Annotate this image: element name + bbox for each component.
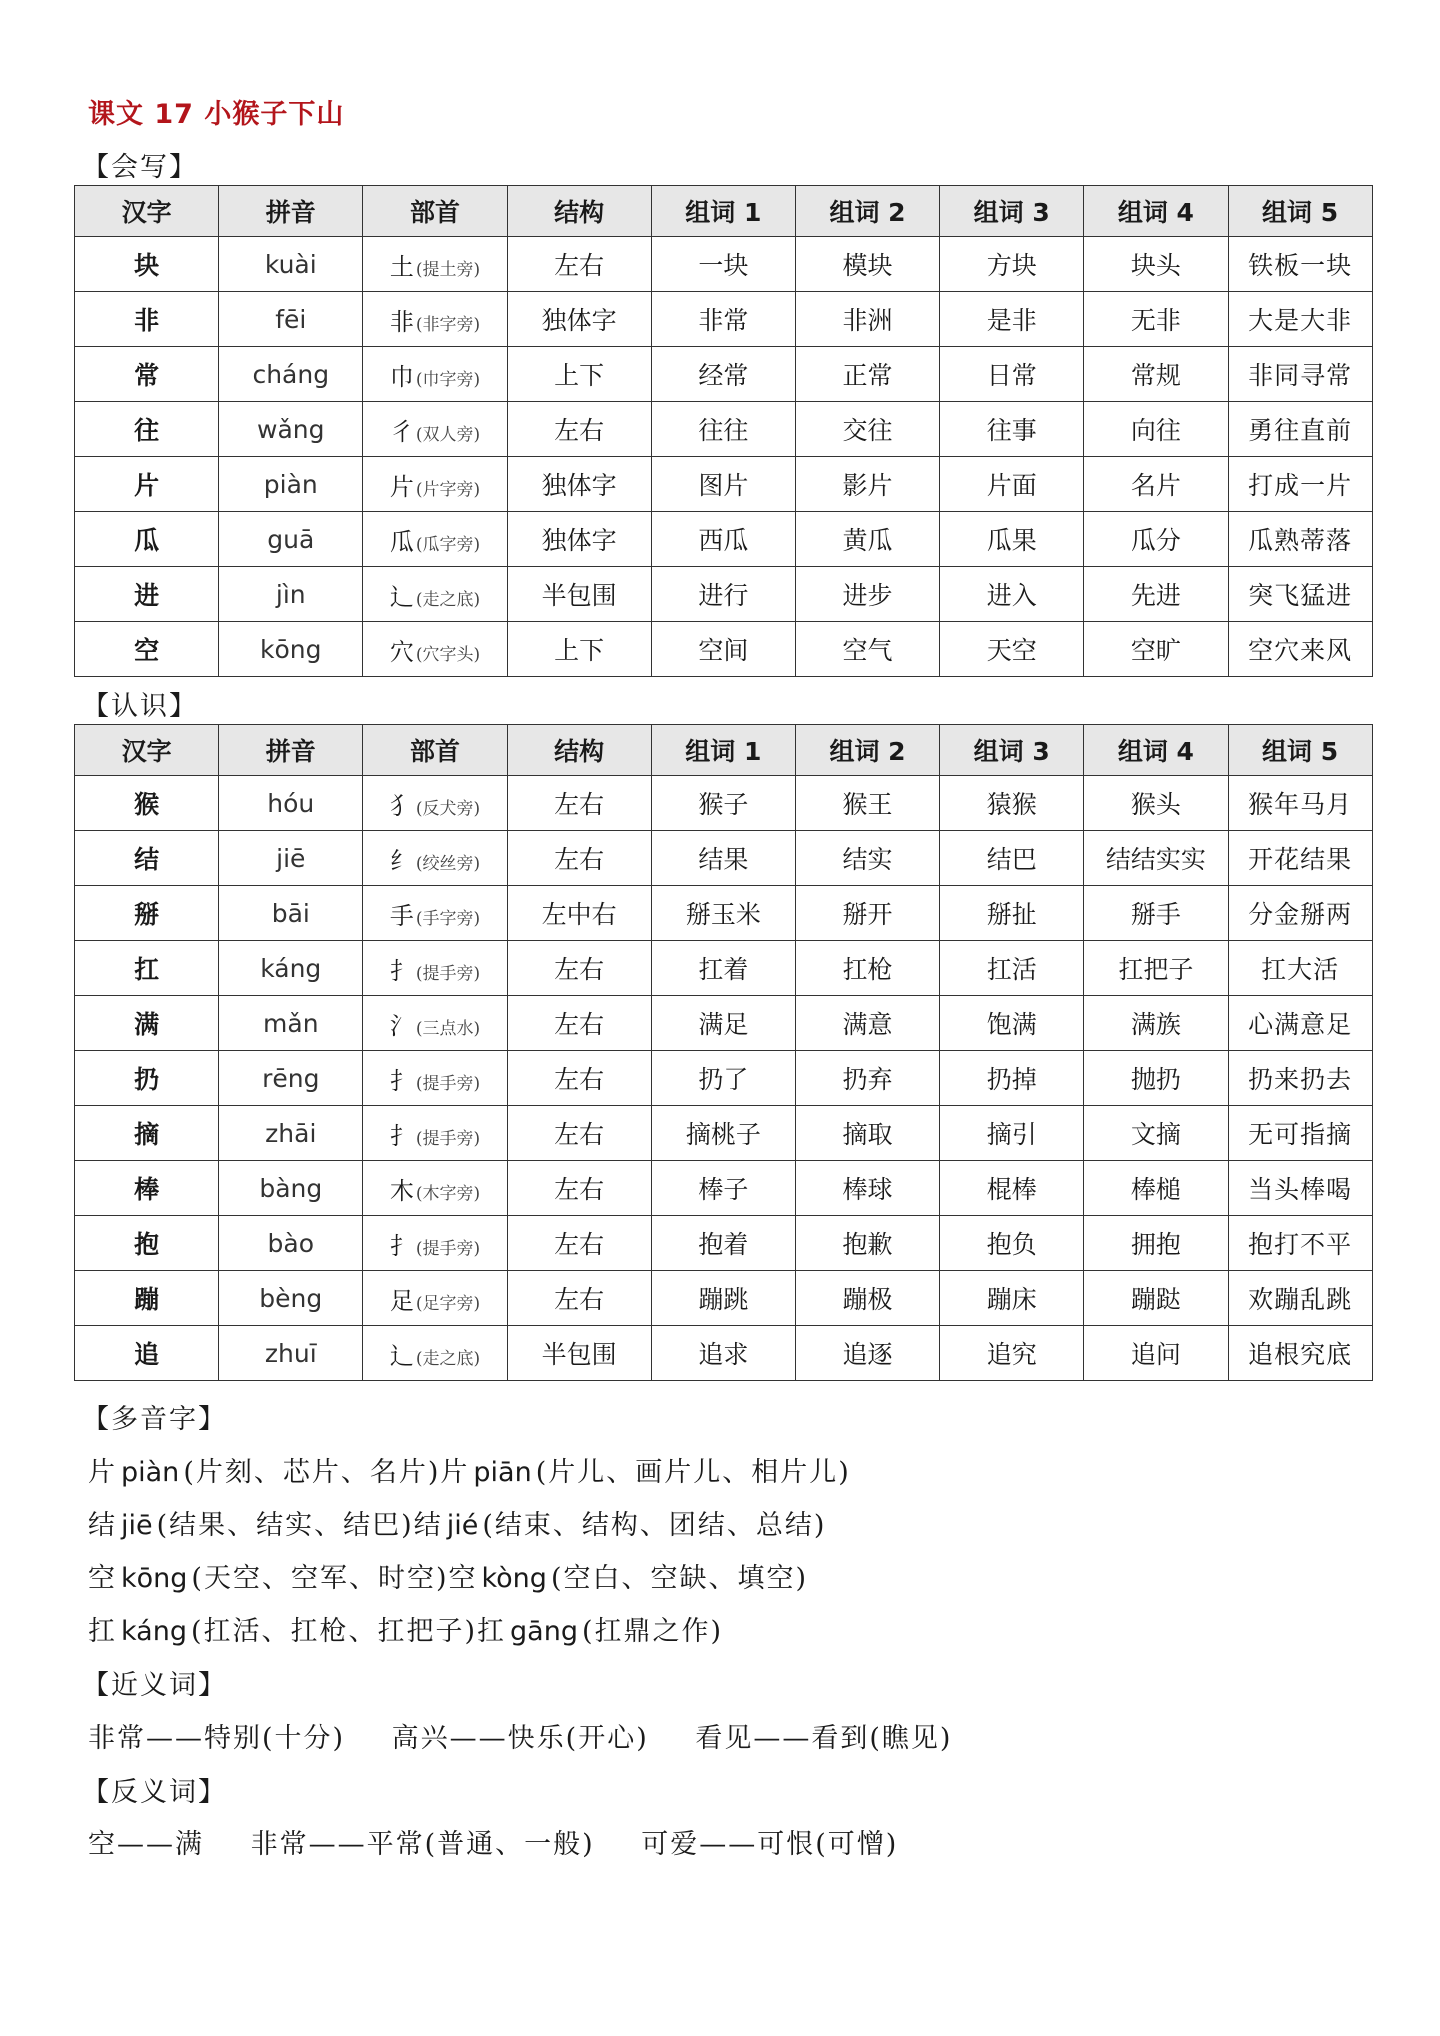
word-cell: 经常 bbox=[651, 347, 795, 402]
polyphone-line bbox=[88, 1503, 826, 1542]
radical-name: (非字旁) bbox=[415, 314, 481, 335]
pinyin-cell: zhuī bbox=[219, 1326, 363, 1381]
hanzi-cell: 进 bbox=[75, 567, 219, 622]
column-header: 部首 bbox=[363, 725, 507, 776]
radical-name: (反犬旁) bbox=[415, 798, 481, 819]
pinyin-cell: bèng bbox=[219, 1271, 363, 1326]
hanzi-cell: 扔 bbox=[75, 1051, 219, 1106]
hanzi-cell: 猴 bbox=[75, 776, 219, 831]
radical-name: (绞丝旁) bbox=[415, 853, 481, 874]
word-cell: 是非 bbox=[940, 292, 1084, 347]
structure-cell: 独体字 bbox=[507, 457, 651, 512]
radical-char: 土 bbox=[389, 252, 414, 281]
word-cell: 结果 bbox=[651, 831, 795, 886]
hanzi-cell: 掰 bbox=[75, 886, 219, 941]
word-cell: 非常 bbox=[651, 292, 795, 347]
polyphone-line bbox=[88, 1556, 808, 1595]
radical-cell bbox=[363, 1216, 507, 1271]
radical-cell bbox=[363, 941, 507, 996]
word-cell: 棒槌 bbox=[1084, 1161, 1228, 1216]
antonym-line bbox=[88, 1822, 898, 1861]
radical-cell bbox=[363, 512, 507, 567]
hanzi-cell: 结 bbox=[75, 831, 219, 886]
radical-cell bbox=[363, 402, 507, 457]
word-cell: 欢蹦乱跳 bbox=[1228, 1271, 1372, 1326]
radical-cell bbox=[363, 567, 507, 622]
table-row bbox=[75, 457, 1373, 512]
structure-cell: 左右 bbox=[507, 831, 651, 886]
polyphone-pinyin: kōng bbox=[121, 1563, 188, 1594]
column-header: 组词 1 bbox=[651, 186, 795, 237]
hanzi-cell: 棒 bbox=[75, 1161, 219, 1216]
structure-cell: 左右 bbox=[507, 941, 651, 996]
synonym-item: 非常——特别(十分) bbox=[88, 1723, 346, 1754]
antonym-item: 空——满 bbox=[88, 1829, 204, 1860]
table-row bbox=[75, 622, 1373, 677]
pinyin-cell: bāi bbox=[219, 886, 363, 941]
radical-char: 扌 bbox=[389, 1121, 414, 1150]
structure-cell: 半包围 bbox=[507, 567, 651, 622]
radical-name: (提手旁) bbox=[415, 1128, 481, 1149]
radical-name: (走之底) bbox=[415, 1348, 481, 1369]
table-row bbox=[75, 1326, 1373, 1381]
table-row bbox=[75, 567, 1373, 622]
table-row bbox=[75, 347, 1373, 402]
polyphone-pinyin: kòng bbox=[481, 1563, 547, 1594]
section-heading-recognize: 【认识】 bbox=[82, 691, 198, 722]
radical-char: 足 bbox=[389, 1286, 414, 1315]
radical-cell bbox=[363, 1271, 507, 1326]
table-row bbox=[75, 1106, 1373, 1161]
pinyin-cell: hóu bbox=[219, 776, 363, 831]
column-header: 组词 3 bbox=[940, 186, 1084, 237]
radical-name: (三点水) bbox=[415, 1018, 481, 1039]
word-cell: 扔弃 bbox=[795, 1051, 939, 1106]
radical-char: 纟 bbox=[389, 846, 414, 875]
table-row bbox=[75, 886, 1373, 941]
word-cell: 非洲 bbox=[795, 292, 939, 347]
polyphone-words: (空白、空缺、填空) bbox=[550, 1563, 809, 1594]
word-cell: 猴头 bbox=[1084, 776, 1228, 831]
word-cell: 抛扔 bbox=[1084, 1051, 1228, 1106]
antonym-item: 可爱——可恨(可憎) bbox=[641, 1829, 899, 1860]
pinyin-cell: kuài bbox=[219, 237, 363, 292]
radical-char: 彳 bbox=[389, 417, 414, 446]
radical-cell bbox=[363, 292, 507, 347]
word-cell: 空旷 bbox=[1084, 622, 1228, 677]
antonym-item: 非常——平常(普通、一般) bbox=[250, 1829, 595, 1860]
word-cell: 突飞猛进 bbox=[1228, 567, 1372, 622]
radical-name: (穴字头) bbox=[415, 644, 481, 665]
word-cell: 当头棒喝 bbox=[1228, 1161, 1372, 1216]
pinyin-cell: kōng bbox=[219, 622, 363, 677]
pinyin-cell: guā bbox=[219, 512, 363, 567]
column-header: 组词 1 bbox=[651, 725, 795, 776]
polyphone-pinyin: piàn bbox=[121, 1457, 180, 1488]
structure-cell: 左中右 bbox=[507, 886, 651, 941]
radical-char: 辶 bbox=[389, 582, 414, 611]
word-cell: 结巴 bbox=[940, 831, 1084, 886]
pinyin-cell: piàn bbox=[219, 457, 363, 512]
table-row bbox=[75, 1051, 1373, 1106]
hanzi-cell: 常 bbox=[75, 347, 219, 402]
structure-cell: 左右 bbox=[507, 1106, 651, 1161]
radical-cell bbox=[363, 347, 507, 402]
pinyin-cell: fēi bbox=[219, 292, 363, 347]
pinyin-cell: zhāi bbox=[219, 1106, 363, 1161]
table-row bbox=[75, 292, 1373, 347]
word-cell: 扔来扔去 bbox=[1228, 1051, 1372, 1106]
word-cell: 黄瓜 bbox=[795, 512, 939, 567]
pinyin-cell: jiē bbox=[219, 831, 363, 886]
hanzi-cell: 空 bbox=[75, 622, 219, 677]
radical-cell bbox=[363, 1161, 507, 1216]
word-cell: 结结实实 bbox=[1084, 831, 1228, 886]
radical-name: (木字旁) bbox=[415, 1183, 481, 1204]
word-cell: 满族 bbox=[1084, 996, 1228, 1051]
word-cell: 瓜熟蒂落 bbox=[1228, 512, 1372, 567]
word-cell: 掰手 bbox=[1084, 886, 1228, 941]
radical-name: (提土旁) bbox=[415, 259, 481, 280]
pinyin-cell: rēng bbox=[219, 1051, 363, 1106]
word-cell: 勇往直前 bbox=[1228, 402, 1372, 457]
column-header: 结构 bbox=[507, 186, 651, 237]
word-cell: 西瓜 bbox=[651, 512, 795, 567]
radical-cell bbox=[363, 831, 507, 886]
table-row bbox=[75, 1271, 1373, 1326]
column-header: 拼音 bbox=[219, 186, 363, 237]
hanzi-cell: 瓜 bbox=[75, 512, 219, 567]
word-cell: 模块 bbox=[795, 237, 939, 292]
word-cell: 块头 bbox=[1084, 237, 1228, 292]
polyphone-pinyin: gāng bbox=[510, 1616, 578, 1647]
column-header: 组词 2 bbox=[795, 186, 939, 237]
radical-char: 扌 bbox=[389, 1066, 414, 1095]
word-cell: 铁板一块 bbox=[1228, 237, 1372, 292]
word-cell: 抱打不平 bbox=[1228, 1216, 1372, 1271]
polyphone-words: (结果、结实、结巴) bbox=[156, 1510, 414, 1541]
word-cell: 棍棒 bbox=[940, 1161, 1084, 1216]
word-cell: 往往 bbox=[651, 402, 795, 457]
word-cell: 追根究底 bbox=[1228, 1326, 1372, 1381]
table-row bbox=[75, 402, 1373, 457]
pinyin-cell: bào bbox=[219, 1216, 363, 1271]
word-cell: 蹦床 bbox=[940, 1271, 1084, 1326]
polyphone-words: (扛活、扛枪、扛把子) bbox=[190, 1616, 478, 1647]
radical-char: 片 bbox=[389, 472, 414, 501]
hanzi-cell: 非 bbox=[75, 292, 219, 347]
radical-cell bbox=[363, 237, 507, 292]
word-cell: 大是大非 bbox=[1228, 292, 1372, 347]
word-cell: 空气 bbox=[795, 622, 939, 677]
word-cell: 棒球 bbox=[795, 1161, 939, 1216]
structure-cell: 上下 bbox=[507, 347, 651, 402]
word-cell: 天空 bbox=[940, 622, 1084, 677]
radical-char: 木 bbox=[389, 1176, 414, 1205]
structure-cell: 左右 bbox=[507, 402, 651, 457]
table-row bbox=[75, 512, 1373, 567]
word-cell: 往事 bbox=[940, 402, 1084, 457]
radical-cell bbox=[363, 1326, 507, 1381]
radical-cell bbox=[363, 622, 507, 677]
word-cell: 扛枪 bbox=[795, 941, 939, 996]
synonym-line bbox=[88, 1716, 952, 1755]
word-cell: 摘桃子 bbox=[651, 1106, 795, 1161]
polyphone-char: 片 bbox=[88, 1457, 117, 1488]
column-header: 组词 4 bbox=[1084, 186, 1228, 237]
word-cell: 空穴来风 bbox=[1228, 622, 1372, 677]
section-heading-antonyms: 【反义词】 bbox=[82, 1777, 227, 1808]
structure-cell: 左右 bbox=[507, 776, 651, 831]
radical-name: (双人旁) bbox=[415, 424, 481, 445]
polyphone-pinyin: jiē bbox=[121, 1510, 153, 1541]
polyphone-char: 片 bbox=[440, 1457, 470, 1488]
word-cell: 猿猴 bbox=[940, 776, 1084, 831]
radical-name: (手字旁) bbox=[415, 908, 481, 929]
word-cell: 摘引 bbox=[940, 1106, 1084, 1161]
word-cell: 饱满 bbox=[940, 996, 1084, 1051]
word-cell: 无非 bbox=[1084, 292, 1228, 347]
word-cell: 满意 bbox=[795, 996, 939, 1051]
section-heading-write: 【会写】 bbox=[82, 152, 198, 183]
word-cell: 无可指摘 bbox=[1228, 1106, 1372, 1161]
write-vocab-table bbox=[74, 185, 1373, 677]
table-row bbox=[75, 1161, 1373, 1216]
polyphone-words: (片儿、画片儿、相片儿) bbox=[535, 1457, 851, 1488]
word-cell: 进入 bbox=[940, 567, 1084, 622]
hanzi-cell: 蹦 bbox=[75, 1271, 219, 1326]
radical-name: (提手旁) bbox=[415, 1238, 481, 1259]
radical-cell bbox=[363, 1051, 507, 1106]
hanzi-cell: 摘 bbox=[75, 1106, 219, 1161]
word-cell: 扛大活 bbox=[1228, 941, 1372, 996]
hanzi-cell: 块 bbox=[75, 237, 219, 292]
word-cell: 一块 bbox=[651, 237, 795, 292]
table-header-row bbox=[75, 186, 1373, 237]
radical-char: 犭 bbox=[389, 791, 414, 820]
polyphone-char: 扛 bbox=[88, 1616, 117, 1647]
word-cell: 满足 bbox=[651, 996, 795, 1051]
polyphone-line bbox=[88, 1450, 851, 1489]
radical-name: (提手旁) bbox=[415, 963, 481, 984]
word-cell: 结实 bbox=[795, 831, 939, 886]
word-cell: 日常 bbox=[940, 347, 1084, 402]
word-cell: 名片 bbox=[1084, 457, 1228, 512]
structure-cell: 左右 bbox=[507, 996, 651, 1051]
structure-cell: 上下 bbox=[507, 622, 651, 677]
word-cell: 进行 bbox=[651, 567, 795, 622]
word-cell: 瓜分 bbox=[1084, 512, 1228, 567]
word-cell: 追问 bbox=[1084, 1326, 1228, 1381]
section-heading-synonyms: 【近义词】 bbox=[82, 1670, 227, 1701]
radical-char: 非 bbox=[389, 307, 414, 336]
table-row bbox=[75, 831, 1373, 886]
word-cell: 交往 bbox=[795, 402, 939, 457]
word-cell: 扛把子 bbox=[1084, 941, 1228, 996]
table-row bbox=[75, 1216, 1373, 1271]
polyphone-char: 空 bbox=[88, 1563, 117, 1594]
polyphone-line bbox=[88, 1609, 723, 1648]
word-cell: 抱着 bbox=[651, 1216, 795, 1271]
hanzi-cell: 满 bbox=[75, 996, 219, 1051]
polyphone-words: (片刻、芯片、名片) bbox=[183, 1457, 441, 1488]
word-cell: 猴子 bbox=[651, 776, 795, 831]
word-cell: 拥抱 bbox=[1084, 1216, 1228, 1271]
column-header: 汉字 bbox=[75, 186, 219, 237]
pinyin-cell: cháng bbox=[219, 347, 363, 402]
structure-cell: 左右 bbox=[507, 1051, 651, 1106]
column-header: 拼音 bbox=[219, 725, 363, 776]
structure-cell: 独体字 bbox=[507, 512, 651, 567]
word-cell: 抱负 bbox=[940, 1216, 1084, 1271]
radical-name: (瓜字旁) bbox=[415, 534, 481, 555]
hanzi-cell: 追 bbox=[75, 1326, 219, 1381]
word-cell: 正常 bbox=[795, 347, 939, 402]
word-cell: 棒子 bbox=[651, 1161, 795, 1216]
word-cell: 开花结果 bbox=[1228, 831, 1372, 886]
column-header: 组词 2 bbox=[795, 725, 939, 776]
hanzi-cell: 往 bbox=[75, 402, 219, 457]
structure-cell: 左右 bbox=[507, 237, 651, 292]
word-cell: 蹦极 bbox=[795, 1271, 939, 1326]
column-header: 结构 bbox=[507, 725, 651, 776]
radical-char: 穴 bbox=[389, 637, 414, 666]
polyphone-words: (天空、空军、时空) bbox=[191, 1563, 449, 1594]
word-cell: 空间 bbox=[651, 622, 795, 677]
radical-cell bbox=[363, 996, 507, 1051]
word-cell: 向往 bbox=[1084, 402, 1228, 457]
radical-char: 巾 bbox=[389, 362, 414, 391]
hanzi-cell: 抱 bbox=[75, 1216, 219, 1271]
hanzi-cell: 片 bbox=[75, 457, 219, 512]
radical-name: (足字旁) bbox=[415, 1293, 481, 1314]
radical-cell bbox=[363, 886, 507, 941]
pinyin-cell: wǎng bbox=[219, 402, 363, 457]
radical-cell bbox=[363, 776, 507, 831]
radical-char: 瓜 bbox=[389, 527, 414, 556]
word-cell: 扔了 bbox=[651, 1051, 795, 1106]
word-cell: 追求 bbox=[651, 1326, 795, 1381]
table-header-row bbox=[75, 725, 1373, 776]
radical-char: 氵 bbox=[389, 1011, 414, 1040]
word-cell: 掰扯 bbox=[940, 886, 1084, 941]
word-cell: 掰开 bbox=[795, 886, 939, 941]
pinyin-cell: bàng bbox=[219, 1161, 363, 1216]
pinyin-cell: káng bbox=[219, 941, 363, 996]
structure-cell: 半包围 bbox=[507, 1326, 651, 1381]
column-header: 组词 4 bbox=[1084, 725, 1228, 776]
column-header: 组词 5 bbox=[1228, 725, 1372, 776]
word-cell: 猴王 bbox=[795, 776, 939, 831]
radical-cell bbox=[363, 1106, 507, 1161]
radical-char: 辶 bbox=[389, 1341, 414, 1370]
word-cell: 扔掉 bbox=[940, 1051, 1084, 1106]
polyphone-words: (结束、结构、团结、总结) bbox=[482, 1510, 827, 1541]
word-cell: 方块 bbox=[940, 237, 1084, 292]
column-header: 组词 5 bbox=[1228, 186, 1372, 237]
polyphone-char: 空 bbox=[448, 1563, 478, 1594]
radical-char: 手 bbox=[389, 901, 414, 930]
polyphone-pinyin: piān bbox=[473, 1457, 532, 1488]
polyphone-pinyin: káng bbox=[121, 1616, 187, 1647]
table-row bbox=[75, 941, 1373, 996]
word-cell: 分金掰两 bbox=[1228, 886, 1372, 941]
hanzi-cell: 扛 bbox=[75, 941, 219, 996]
radical-char: 扌 bbox=[389, 956, 414, 985]
word-cell: 猴年马月 bbox=[1228, 776, 1372, 831]
structure-cell: 独体字 bbox=[507, 292, 651, 347]
column-header: 组词 3 bbox=[940, 725, 1084, 776]
word-cell: 追逐 bbox=[795, 1326, 939, 1381]
table-row bbox=[75, 996, 1373, 1051]
structure-cell: 左右 bbox=[507, 1216, 651, 1271]
column-header: 部首 bbox=[363, 186, 507, 237]
word-cell: 扛活 bbox=[940, 941, 1084, 996]
word-cell: 掰玉米 bbox=[651, 886, 795, 941]
recognize-vocab-table bbox=[74, 724, 1373, 1381]
lesson-title: 课文 17 小猴子下山 bbox=[88, 99, 345, 130]
word-cell: 片面 bbox=[940, 457, 1084, 512]
radical-name: (走之底) bbox=[415, 589, 481, 610]
word-cell: 常规 bbox=[1084, 347, 1228, 402]
word-cell: 追究 bbox=[940, 1326, 1084, 1381]
word-cell: 摘取 bbox=[795, 1106, 939, 1161]
word-cell: 蹦跳 bbox=[651, 1271, 795, 1326]
pinyin-cell: mǎn bbox=[219, 996, 363, 1051]
synonym-item: 高兴——快乐(开心) bbox=[391, 1723, 649, 1754]
pinyin-cell: jìn bbox=[219, 567, 363, 622]
radical-cell bbox=[363, 457, 507, 512]
polyphone-pinyin: jié bbox=[446, 1510, 479, 1541]
polyphone-char: 结 bbox=[88, 1510, 117, 1541]
table-row bbox=[75, 776, 1373, 831]
radical-name: (提手旁) bbox=[415, 1073, 481, 1094]
word-cell: 扛着 bbox=[651, 941, 795, 996]
word-cell: 图片 bbox=[651, 457, 795, 512]
word-cell: 文摘 bbox=[1084, 1106, 1228, 1161]
word-cell: 抱歉 bbox=[795, 1216, 939, 1271]
radical-name: (巾字旁) bbox=[415, 369, 481, 390]
word-cell: 先进 bbox=[1084, 567, 1228, 622]
radical-name: (片字旁) bbox=[415, 479, 481, 500]
polyphone-char: 扛 bbox=[477, 1616, 507, 1647]
word-cell: 非同寻常 bbox=[1228, 347, 1372, 402]
column-header: 汉字 bbox=[75, 725, 219, 776]
word-cell: 影片 bbox=[795, 457, 939, 512]
section-heading-polyphone: 【多音字】 bbox=[82, 1404, 227, 1435]
word-cell: 心满意足 bbox=[1228, 996, 1372, 1051]
word-cell: 进步 bbox=[795, 567, 939, 622]
structure-cell: 左右 bbox=[507, 1161, 651, 1216]
structure-cell: 左右 bbox=[507, 1271, 651, 1326]
table-row bbox=[75, 237, 1373, 292]
word-cell: 瓜果 bbox=[940, 512, 1084, 567]
radical-char: 扌 bbox=[389, 1231, 414, 1260]
word-cell: 蹦跶 bbox=[1084, 1271, 1228, 1326]
synonym-item: 看见——看到(瞧见) bbox=[695, 1723, 953, 1754]
polyphone-words: (扛鼎之作) bbox=[581, 1616, 724, 1647]
polyphone-char: 结 bbox=[413, 1510, 443, 1541]
word-cell: 打成一片 bbox=[1228, 457, 1372, 512]
